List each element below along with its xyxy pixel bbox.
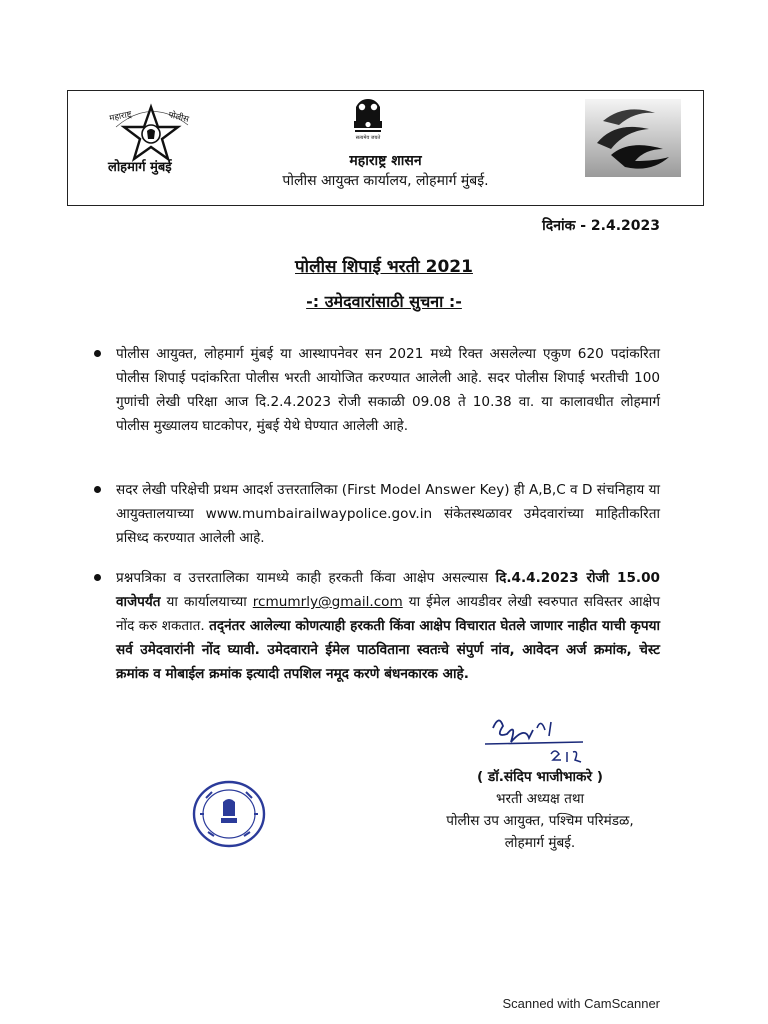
svg-text:महाराष्ट्र: महाराष्ट्र xyxy=(108,109,133,124)
national-emblem-icon xyxy=(346,95,390,141)
notice-point-2-text: सदर लेखी परिक्षेची प्रथम आदर्श उत्तरतालिका (First Model Answer Key) ही A,B,C व D संचनिहाय या आयुक्तालयाच्या www.mumbairailwaypolice.gov.in संकेतस्थळावर उमेदवारांच्या माहितीकरिता प्रसिध्द करण्यात आलेली आहे. xyxy=(116,482,660,546)
bullet-icon xyxy=(94,574,101,581)
notice-point-3-text xyxy=(116,566,660,686)
bullet-icon xyxy=(94,350,101,357)
office-title: पोलीस आयुक्त कार्यालय, लोहमार्ग मुंबई. xyxy=(282,173,489,189)
document-date: दिनांक - 2.4.2023 xyxy=(542,218,660,234)
government-title: महाराष्ट्र शासन xyxy=(349,153,422,169)
notice-point-3-part2: या कार्यालयाच्या xyxy=(160,594,253,610)
bullet-icon xyxy=(94,486,101,493)
left-logo-caption: लोहमार्ग मुंबई xyxy=(108,160,172,175)
signatory-designation-2: पोलीस उप आयुक्त, पश्चिम परिमंडळ, xyxy=(446,813,634,829)
notice-point-2 xyxy=(116,478,660,550)
document-subtitle: -: उमेदवारांसाठी सुचना :- xyxy=(306,292,462,311)
handwritten-signature xyxy=(455,708,605,774)
swirl-logo-icon xyxy=(585,99,681,177)
signatory-name: ( डॉ.संदिप भाजीभाकरे ) xyxy=(477,769,603,785)
scanner-watermark: Scanned with CamScanner xyxy=(502,996,660,1011)
objection-email-link[interactable]: rcmumrly@gmail.com xyxy=(252,594,403,610)
notice-point-3 xyxy=(116,566,660,686)
signatory-designation-3: लोहमार्ग मुंबई. xyxy=(504,835,576,851)
notice-point-3-bold-text: तद्नंतर आलेल्या कोणत्याही हरकती किंवा आक्षेप विचारात घेतले जाणार नाहीत याची कृपया सर्व उमेदवारांनी नोंद घ्यावी. उमेदवाराने ईमेल पाठविताना स्वतःचे संपुर्ण नांव, आवेदन अर्ज क्रमांक, चेस्ट क्रमांक व मोबाईल क्रमांक इत्यादी तपशिल नमूद करणे बंधनकारक आहे. xyxy=(116,618,660,682)
svg-text:पोलीस: पोलीस xyxy=(167,110,190,125)
notice-point-3-part3: या ईमेल आयडीवर लेखी स्वरुपात सविस्तर आक्षेप नोंद करु शकतात. xyxy=(116,594,660,634)
signatory-designation-1: भरती अध्यक्ष तथा xyxy=(495,791,585,807)
notice-point-1 xyxy=(116,342,660,438)
notice-point-3-part1: प्रश्नपत्रिका व उत्तरतालिका यामध्ये काही हरकती किंवा आक्षेप असल्यास xyxy=(116,570,496,586)
document-title: पोलीस शिपाई भरती 2021 xyxy=(295,257,473,277)
svg-text:सत्यमेव जयते: सत्यमेव जयते xyxy=(355,135,381,141)
objection-deadline: दि.4.4.2023 रोजी 15.00 वाजेपर्यंत xyxy=(116,570,660,610)
office-stamp-icon xyxy=(190,778,268,850)
notice-point-1-text: पोलीस आयुक्त, लोहमार्ग मुंबई या आस्थापनेवर सन 2021 मध्ये रिक्त असलेल्या एकुण 620 पदांकरिता पोलीस शिपाई पदांकरिता पोलीस भरती आयोजित करण्यात आलेली आहे. सदर पोलीस शिपाई भरतीची 100 गुणांची लेखी परिक्षा आज दि.2.4.2023 रोजी सकाळी 09.08 ते 10.38 वा. या कालावधीत लोहमार्ग पोलीस मुख्यालय घाटकोपर, मुंबई येथे घेण्यात आलेली आहे. xyxy=(116,346,660,434)
letterhead xyxy=(67,90,704,206)
